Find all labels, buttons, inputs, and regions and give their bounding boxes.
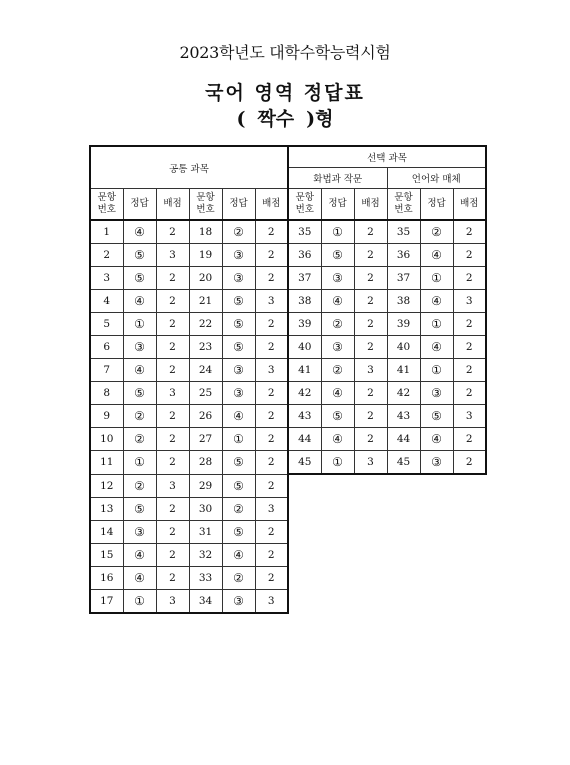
question-number: 34 [189, 589, 222, 613]
answer: ③ [420, 451, 453, 475]
answer: ④ [222, 543, 255, 566]
col-answer-header: 정답 [123, 189, 156, 221]
points: 2 [156, 566, 189, 589]
table-row [90, 520, 486, 543]
points: 2 [156, 336, 189, 359]
points: 2 [354, 428, 387, 451]
answer: ⑤ [321, 244, 354, 267]
points: 2 [453, 244, 486, 267]
answer: ① [123, 313, 156, 336]
question-number: 10 [90, 428, 123, 451]
answer: ⑤ [222, 290, 255, 313]
points: 2 [354, 267, 387, 290]
answer: ⑤ [222, 474, 255, 497]
exam-type-title [0, 104, 570, 131]
question-number: 22 [189, 313, 222, 336]
table-row [90, 244, 486, 267]
points: 2 [255, 267, 288, 290]
points: 2 [354, 336, 387, 359]
answer: ⑤ [222, 520, 255, 543]
answer: ④ [123, 543, 156, 566]
points: 2 [255, 244, 288, 267]
col-answer-header: 정답 [222, 189, 255, 221]
points: 2 [453, 267, 486, 290]
points: 2 [255, 428, 288, 451]
question-number: 39 [288, 313, 321, 336]
question-number: 36 [387, 244, 420, 267]
points: 3 [453, 290, 486, 313]
points: 2 [156, 267, 189, 290]
points: 2 [156, 313, 189, 336]
col-num-header: 문항 번호 [189, 189, 222, 221]
question-number: 18 [189, 220, 222, 244]
exam-type-value: 짝수 [257, 108, 295, 130]
column-header-row [90, 189, 486, 221]
answer: ② [123, 474, 156, 497]
points: 2 [255, 474, 288, 497]
question-number: 43 [288, 405, 321, 428]
question-number: 8 [90, 382, 123, 405]
answer: ① [420, 267, 453, 290]
question-number: 2 [90, 244, 123, 267]
points: 2 [453, 313, 486, 336]
question-number: 20 [189, 267, 222, 290]
answer-key-table [89, 145, 487, 614]
question-number: 21 [189, 290, 222, 313]
points: 2 [354, 290, 387, 313]
speech-writing-header: 화법과 작문 [288, 168, 387, 189]
points: 2 [453, 428, 486, 451]
points: 3 [156, 244, 189, 267]
question-number: 43 [387, 405, 420, 428]
col-points-header: 배점 [453, 189, 486, 221]
question-number: 37 [387, 267, 420, 290]
points: 2 [255, 543, 288, 566]
table-row [90, 566, 486, 589]
answer: ① [123, 589, 156, 613]
question-number: 30 [189, 497, 222, 520]
points: 2 [453, 220, 486, 244]
answer: ③ [222, 382, 255, 405]
question-number: 6 [90, 336, 123, 359]
answer: ③ [222, 359, 255, 382]
points: 3 [354, 451, 387, 475]
points: 2 [255, 520, 288, 543]
points: 3 [156, 474, 189, 497]
points: 2 [255, 405, 288, 428]
answer: ② [222, 220, 255, 244]
answer: ④ [420, 244, 453, 267]
points: 2 [354, 244, 387, 267]
question-number: 5 [90, 313, 123, 336]
question-number: 15 [90, 543, 123, 566]
answer: ⑤ [222, 313, 255, 336]
table-row [90, 313, 486, 336]
points: 2 [354, 313, 387, 336]
table-row [90, 474, 486, 497]
points: 2 [255, 336, 288, 359]
answer: ① [222, 428, 255, 451]
exam-type-open: ( [236, 108, 246, 130]
col-num-header: 문항 번호 [288, 189, 321, 221]
empty-space [288, 543, 486, 566]
table-row [90, 290, 486, 313]
question-number: 37 [288, 267, 321, 290]
question-number: 39 [387, 313, 420, 336]
answer: ④ [420, 336, 453, 359]
table-row [90, 359, 486, 382]
question-number: 25 [189, 382, 222, 405]
points: 2 [354, 382, 387, 405]
table-row [90, 220, 486, 244]
question-number: 13 [90, 497, 123, 520]
answer: ④ [123, 359, 156, 382]
question-number: 45 [387, 451, 420, 475]
answer: ① [321, 220, 354, 244]
question-number: 32 [189, 543, 222, 566]
answer: ② [222, 497, 255, 520]
answer: ④ [123, 290, 156, 313]
points: 2 [156, 451, 189, 475]
points: 2 [255, 313, 288, 336]
answer: ⑤ [321, 405, 354, 428]
answer: ① [123, 451, 156, 475]
question-number: 38 [288, 290, 321, 313]
table-row [90, 451, 486, 475]
answer: ③ [123, 336, 156, 359]
question-number: 26 [189, 405, 222, 428]
question-number: 12 [90, 474, 123, 497]
question-number: 14 [90, 520, 123, 543]
points: 2 [156, 543, 189, 566]
points: 2 [453, 336, 486, 359]
answer: ⑤ [123, 497, 156, 520]
table-row [90, 497, 486, 520]
answer: ④ [321, 382, 354, 405]
question-number: 11 [90, 451, 123, 475]
answer: ④ [222, 405, 255, 428]
answer: ② [222, 566, 255, 589]
table-row [90, 336, 486, 359]
common-subject-header: 공통 과목 [90, 146, 288, 189]
answer: ② [123, 428, 156, 451]
col-points-header: 배점 [255, 189, 288, 221]
subject-answer-key-title: 국어 영역 정답표 [205, 82, 365, 104]
question-number: 7 [90, 359, 123, 382]
answer: ④ [123, 220, 156, 244]
answer: ① [321, 451, 354, 475]
points: 2 [156, 220, 189, 244]
answer: ⑤ [222, 451, 255, 475]
answer: ② [420, 220, 453, 244]
answer: ③ [222, 589, 255, 613]
empty-space [288, 497, 486, 520]
question-number: 41 [387, 359, 420, 382]
answer: ② [321, 359, 354, 382]
points: 2 [156, 520, 189, 543]
answer: ⑤ [222, 336, 255, 359]
table-row [90, 405, 486, 428]
points: 3 [156, 382, 189, 405]
question-number: 42 [288, 382, 321, 405]
exam-year-title: 2023학년도 대학수학능력시험 [179, 43, 391, 62]
answer: ⑤ [123, 267, 156, 290]
question-number: 17 [90, 589, 123, 613]
question-number: 3 [90, 267, 123, 290]
answer: ② [321, 313, 354, 336]
elective-subject-header: 선택 과목 [288, 146, 486, 168]
empty-space [288, 566, 486, 589]
empty-space [288, 520, 486, 543]
answer: ⑤ [420, 405, 453, 428]
points: 2 [156, 497, 189, 520]
question-number: 1 [90, 220, 123, 244]
answer: ③ [321, 267, 354, 290]
answer: ③ [321, 336, 354, 359]
points: 2 [255, 451, 288, 475]
answer: ① [420, 359, 453, 382]
points: 2 [354, 405, 387, 428]
question-number: 28 [189, 451, 222, 475]
col-num-header: 문항 번호 [90, 189, 123, 221]
table-row [90, 428, 486, 451]
table-row [90, 543, 486, 566]
table-row [90, 589, 486, 613]
points: 3 [255, 589, 288, 613]
question-number: 27 [189, 428, 222, 451]
question-number: 16 [90, 566, 123, 589]
empty-space [288, 589, 486, 613]
question-number: 36 [288, 244, 321, 267]
question-number: 40 [288, 336, 321, 359]
points: 2 [354, 220, 387, 244]
question-number: 44 [288, 428, 321, 451]
answer: ④ [123, 566, 156, 589]
col-points-header: 배점 [156, 189, 189, 221]
col-num-header: 문항 번호 [387, 189, 420, 221]
question-number: 24 [189, 359, 222, 382]
answer: ③ [420, 382, 453, 405]
points: 3 [255, 290, 288, 313]
points: 3 [156, 589, 189, 613]
answer: ⑤ [123, 382, 156, 405]
answer: ⑤ [123, 244, 156, 267]
answer: ② [123, 405, 156, 428]
points: 3 [453, 405, 486, 428]
question-number: 35 [288, 220, 321, 244]
points: 2 [255, 566, 288, 589]
question-number: 35 [387, 220, 420, 244]
answer: ④ [420, 290, 453, 313]
col-points-header: 배점 [354, 189, 387, 221]
points: 3 [354, 359, 387, 382]
points: 2 [255, 382, 288, 405]
answer: ③ [222, 267, 255, 290]
question-number: 9 [90, 405, 123, 428]
question-number: 42 [387, 382, 420, 405]
points: 2 [156, 428, 189, 451]
question-number: 31 [189, 520, 222, 543]
answer: ④ [321, 290, 354, 313]
points: 3 [255, 359, 288, 382]
points: 2 [453, 382, 486, 405]
table-row [90, 382, 486, 405]
points: 2 [453, 359, 486, 382]
question-number: 44 [387, 428, 420, 451]
col-answer-header: 정답 [321, 189, 354, 221]
question-number: 38 [387, 290, 420, 313]
question-number: 40 [387, 336, 420, 359]
question-number: 19 [189, 244, 222, 267]
empty-space [288, 474, 486, 497]
table-row [90, 267, 486, 290]
points: 2 [453, 451, 486, 475]
col-answer-header: 정답 [420, 189, 453, 221]
answer: ④ [420, 428, 453, 451]
answer: ③ [123, 520, 156, 543]
question-number: 4 [90, 290, 123, 313]
points: 2 [156, 290, 189, 313]
points: 2 [156, 359, 189, 382]
question-number: 41 [288, 359, 321, 382]
points: 2 [255, 220, 288, 244]
question-number: 23 [189, 336, 222, 359]
answer: ④ [321, 428, 354, 451]
answer: ③ [222, 244, 255, 267]
question-number: 45 [288, 451, 321, 475]
question-number: 29 [189, 474, 222, 497]
question-number: 33 [189, 566, 222, 589]
exam-type-close: )형 [306, 108, 334, 130]
answer: ① [420, 313, 453, 336]
points: 2 [156, 405, 189, 428]
points: 3 [255, 497, 288, 520]
language-media-header: 언어와 매체 [387, 168, 486, 189]
